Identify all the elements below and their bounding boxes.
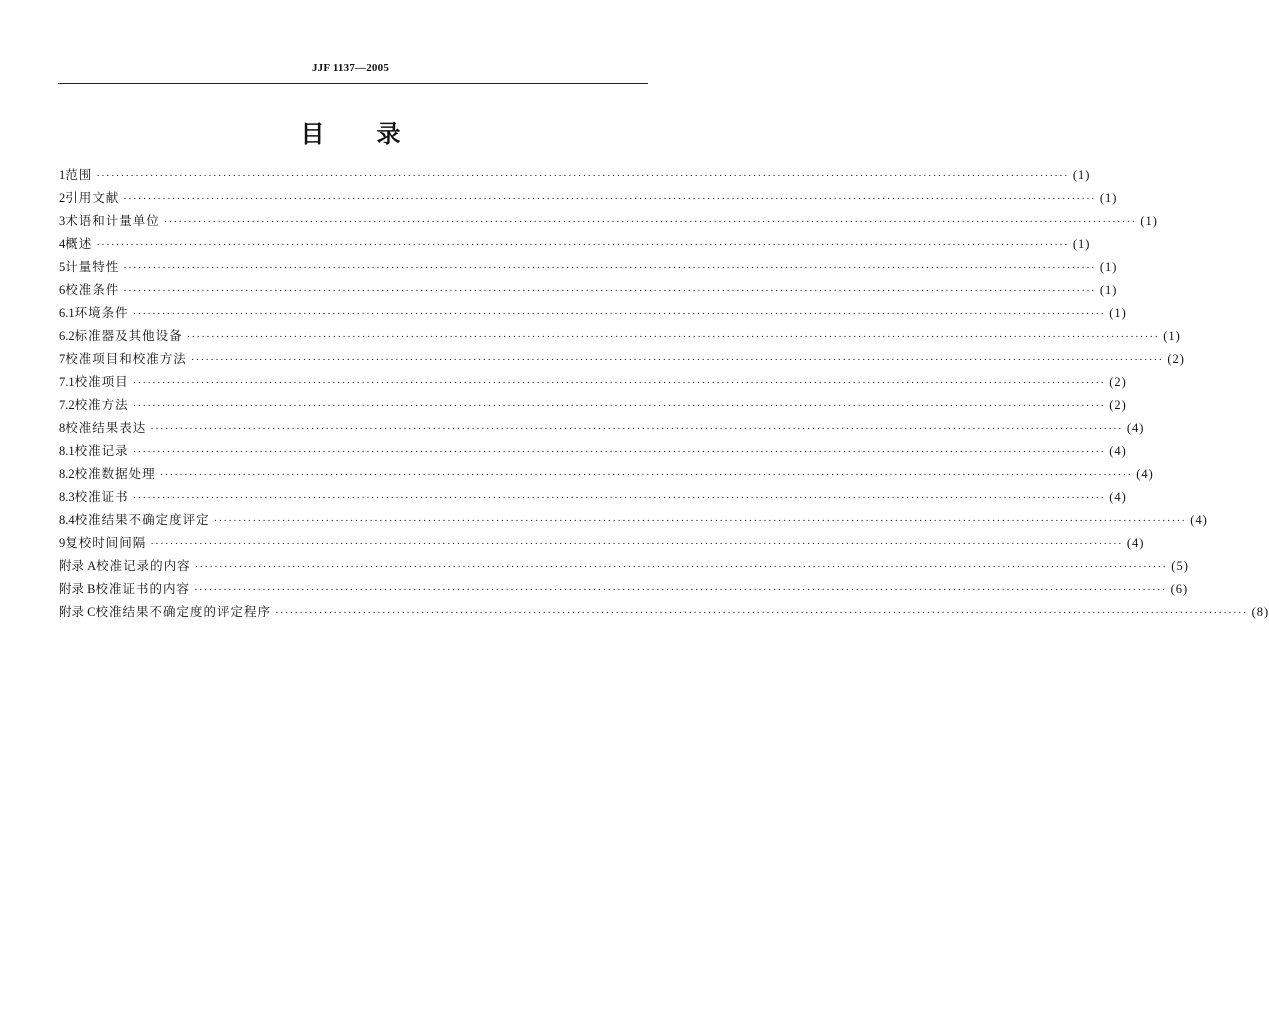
- toc-entry-number: 6: [59, 283, 66, 297]
- toc-entry-title: 引用文献: [65, 190, 120, 205]
- toc-entry: [59, 278, 1118, 301]
- toc-entry-page: (4): [1109, 444, 1127, 458]
- toc-dot-leader: ········································································································································································································: [132, 308, 1106, 320]
- toc-entry-number: 附录 C: [59, 605, 96, 619]
- toc-entry: [59, 393, 1127, 416]
- toc-dot-leader: ········································································································································································································: [132, 400, 1106, 412]
- title-char-1: 目: [300, 120, 325, 148]
- toc-entry-page: (5): [1171, 559, 1189, 573]
- toc-entry-page: (1): [1099, 191, 1118, 205]
- toc-entry-title: 校准结果不确定度评定: [74, 512, 210, 527]
- toc-entry: [59, 209, 1158, 232]
- toc-entry-title: 校准证书: [74, 489, 129, 504]
- toc-entry: [59, 577, 1189, 600]
- toc-entry-number: 1: [59, 168, 66, 182]
- toc-entry-number: 8: [59, 421, 66, 435]
- toc-entry: [59, 600, 1269, 623]
- toc-entry: [59, 186, 1118, 209]
- toc-entry-title: 校准结果不确定度的评定程序: [95, 604, 271, 619]
- toc-entry: [59, 301, 1127, 324]
- toc-entry-number: 8.3: [59, 490, 75, 504]
- toc-dot-leader: ········································································································································································································: [132, 446, 1106, 458]
- page-title: [0, 114, 701, 149]
- toc-dot-leader: ········································································································································································································: [132, 377, 1106, 389]
- toc-entry-page: (4): [1126, 536, 1145, 550]
- toc-entry-page: (6): [1170, 582, 1189, 596]
- toc-entry-page: (1): [1072, 237, 1091, 251]
- toc-entry-number: 8.4: [59, 513, 75, 527]
- toc-entry-page: (1): [1109, 306, 1127, 320]
- toc-entry: [59, 462, 1154, 485]
- toc-entry-title: 校准记录: [74, 443, 129, 458]
- toc-dot-leader: ········································································································································································································: [274, 607, 1248, 619]
- toc-entry-title: 校准结果表达: [65, 420, 147, 435]
- toc-dot-leader: ········································································································································································································: [96, 170, 1069, 182]
- toc-entry-number: 9: [59, 536, 66, 550]
- toc-dot-leader: ········································································································································································································: [213, 515, 1187, 527]
- toc-entry-page: (4): [1126, 421, 1145, 435]
- toc-dot-leader: ········································································································································································································: [132, 492, 1106, 504]
- toc-entry: [59, 255, 1118, 278]
- toc-dot-leader: ········································································································································································································: [163, 216, 1137, 228]
- toc-entry-page: (2): [1167, 352, 1185, 366]
- toc-dot-leader: ········································································································································································································: [123, 193, 1096, 205]
- toc-entry-page: (4): [1136, 467, 1154, 481]
- toc-entry-title: 计量特性: [65, 259, 120, 274]
- title-char-2: 录: [376, 120, 401, 148]
- toc-entry-page: (2): [1109, 375, 1127, 389]
- toc-dot-leader: ········································································································································································································: [159, 469, 1133, 481]
- toc-entry: [59, 531, 1145, 554]
- toc-entry-number: 7: [59, 352, 66, 366]
- toc-entry: [59, 416, 1145, 439]
- toc-entry-page: (2): [1109, 398, 1127, 412]
- toc-entry-number: 附录 B: [59, 582, 96, 596]
- toc-dot-leader: ········································································································································································································: [190, 354, 1164, 366]
- toc-entry-title: 校准数据处理: [74, 466, 156, 481]
- toc-entry-title: 校准证书的内容: [95, 581, 190, 596]
- toc-entry: [59, 163, 1091, 186]
- toc-entry-title: 校准条件: [65, 282, 120, 297]
- toc-entry-page: (1): [1072, 168, 1091, 182]
- toc-entry-number: 2: [59, 191, 66, 205]
- toc-entry-number: 6.2: [59, 329, 75, 343]
- toc-entry-page: (1): [1099, 283, 1118, 297]
- toc-dot-leader: ········································································································································································································: [150, 538, 1123, 550]
- toc-entry-page: (4): [1190, 513, 1208, 527]
- toc-dot-leader: ········································································································································································································: [150, 423, 1123, 435]
- toc-entry-title: 范围: [65, 167, 93, 182]
- toc-dot-leader: ········································································································································································································: [123, 285, 1096, 297]
- toc-entry-title: 校准记录的内容: [96, 558, 191, 573]
- toc-entry-title: 概述: [65, 236, 93, 251]
- toc-entry-page: (1): [1099, 260, 1118, 274]
- toc-entry: [59, 554, 1189, 577]
- toc-entry-page: (4): [1109, 490, 1127, 504]
- toc-entry: [59, 324, 1181, 347]
- header-divider: [58, 83, 648, 84]
- toc-entry-number: 4: [59, 237, 66, 251]
- toc-dot-leader: ········································································································································································································: [186, 331, 1160, 343]
- toc-entry: [59, 232, 1091, 255]
- toc-entry-number: 6.1: [59, 306, 75, 320]
- toc-entry-number: 8.1: [59, 444, 75, 458]
- toc-entry: [59, 485, 1127, 508]
- toc-dot-leader: ········································································································································································································: [193, 584, 1167, 596]
- toc-entry-title: 标准器及其他设备: [74, 328, 183, 343]
- toc-entry: [59, 439, 1127, 462]
- toc-entry-number: 7.2: [59, 398, 75, 412]
- toc-dot-leader: ········································································································································································································: [96, 239, 1069, 251]
- toc-entry: [59, 370, 1127, 393]
- toc-entry-number: 5: [59, 260, 66, 274]
- toc-entry-page: (8): [1251, 605, 1269, 619]
- toc-entry-number: 7.1: [59, 375, 75, 389]
- toc-entry-title: 校准方法: [74, 397, 129, 412]
- toc-entry-title: 校准项目和校准方法: [65, 351, 187, 366]
- toc-entry-title: 复校时间间隔: [65, 535, 147, 550]
- toc-entry-title: 环境条件: [74, 305, 129, 320]
- toc-entry: [59, 347, 1185, 370]
- toc-entry-title: 术语和计量单位: [65, 213, 160, 228]
- document-code-header: JJF 1137—2005: [311, 62, 390, 74]
- toc-entry-page: (1): [1163, 329, 1181, 343]
- toc-entry-title: 校准项目: [74, 374, 129, 389]
- toc-entry-number: 3: [59, 214, 66, 228]
- toc-entry-page: (1): [1140, 214, 1158, 228]
- toc-dot-leader: ········································································································································································································: [194, 561, 1168, 573]
- toc-entry-number: 附录 A: [59, 559, 97, 573]
- toc-entry: [59, 508, 1208, 531]
- toc-dot-leader: ········································································································································································································: [123, 262, 1096, 274]
- toc-entry-number: 8.2: [59, 467, 75, 481]
- table-of-contents: [59, 163, 1269, 623]
